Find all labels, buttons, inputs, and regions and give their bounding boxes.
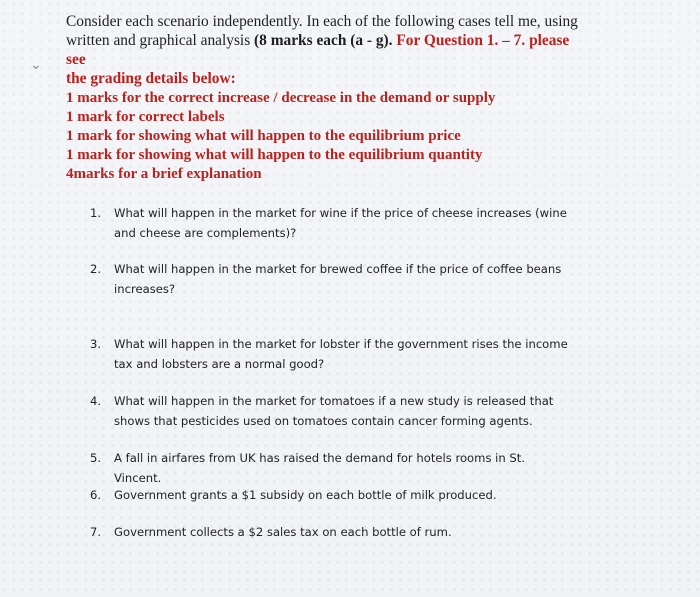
question-text: What will happen in the market for brewed coffee if the price of coffee beans increases? (114, 262, 562, 296)
question-number: 1. (90, 206, 102, 220)
instructions-line-2a: written and graphical analysis (66, 32, 255, 49)
question-number: 3. (90, 337, 102, 351)
margin-tick-mark: ⌄ (30, 57, 42, 73)
grading-item: 1 mark for correct labels (66, 109, 225, 125)
instructions-marks-note: (8 marks each (a - g). (254, 32, 393, 49)
question-text: A fall in airfares from UK has raised the demand for hotels rooms in St. Vincent. (114, 451, 526, 485)
instructions-paragraph (66, 12, 586, 88)
instructions-line-3: the grading details below: (66, 70, 236, 87)
instructions-line-1: Consider each scenario independently. In each of the following cases tell me, using (66, 13, 578, 30)
question-text: What will happen in the market for lobster if the government rises the income tax and lobsters are a normal good? (114, 337, 568, 371)
question-text: What will happen in the market for tomatoes if a new study is released that shows that pesticides used on tomatoes contain cancer forming agents. (114, 394, 554, 428)
question-number: 7. (90, 525, 102, 539)
grading-item: 1 marks for the correct increase / decrease in the demand or supply (66, 90, 496, 106)
question-text: Government grants a $1 subsidy on each bottle of milk produced. (114, 488, 497, 502)
instructions-question-ref: For Question 1. – 7. please see (66, 32, 570, 68)
grading-item: 4marks for a brief explanation (66, 166, 262, 182)
question-number: 4. (90, 394, 102, 408)
question-text: What will happen in the market for wine if the price of cheese increases (wine and cheese are complements)? (114, 206, 567, 240)
grading-item: 1 mark for showing what will happen to the equilibrium price (66, 128, 461, 144)
question-text: Government collects a $2 sales tax on each bottle of rum. (114, 525, 452, 539)
question-number: 2. (90, 262, 102, 276)
question-number: 5. (90, 451, 102, 465)
question-number: 6. (90, 488, 102, 502)
grading-item: 1 mark for showing what will happen to the equilibrium quantity (66, 147, 483, 163)
grading-details (66, 89, 586, 184)
